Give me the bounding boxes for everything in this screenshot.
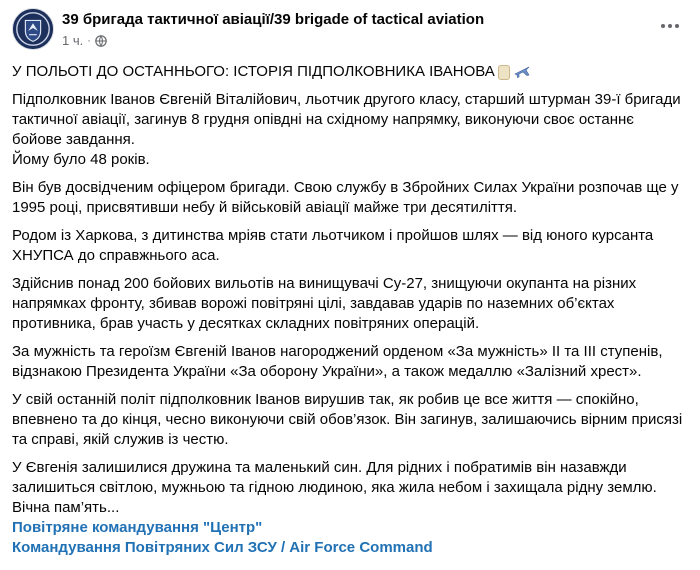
- post-line: 1995 році, присвятивши небу й військовій авіації майже три десятиліття.: [12, 199, 518, 216]
- post-header: [12, 8, 688, 52]
- post-line: За мужність та героїзм Євгеній Іванов нагороджений орденом «За мужність» ІІ та ІІІ ступенів,: [12, 343, 663, 360]
- post-paragraph-7: [12, 458, 696, 518]
- post-paragraph-2: [12, 178, 696, 218]
- brigade-emblem-icon: [13, 9, 53, 49]
- post-line: У свій останній політ підполковник Іванов вирушив так, як робив це все життя — спокійно,: [12, 391, 639, 408]
- page-name-link[interactable]: 39 бригада тактичної авіації/39 brigade of tactical aviation: [62, 11, 485, 28]
- post-line: бойове завдання.: [12, 131, 135, 148]
- post-line: У Євгенія залишилися дружина та маленький син. Для рідних і побратимів він назавжди: [12, 459, 627, 476]
- post-line: напрямках фронту, збивав ворожі повітряні цілі, завдавав ударів по наземних об’єктах: [12, 295, 615, 312]
- post-paragraph-5: [12, 342, 696, 382]
- post-paragraph-4: [12, 274, 696, 334]
- post-line: та справі, якій служив із честю.: [12, 431, 229, 448]
- more-options-icon[interactable]: [656, 14, 684, 38]
- post-line: Вічна пам’ять...: [12, 499, 120, 516]
- post-paragraph-3: [12, 226, 696, 266]
- post-line: Родом із Харкова, з дитинства мріяв стати льотчиком і пройшов шлях — від юного курсанта: [12, 227, 654, 244]
- post-title: У ПОЛЬОТІ ДО ОСТАННЬОГО: ІСТОРІЯ ПІДПОЛКОВНИКА ІВАНОВА: [12, 63, 495, 80]
- post-body: [12, 62, 696, 526]
- post-paragraph-6: [12, 390, 696, 450]
- post-title-line: [12, 62, 696, 82]
- mention-link-air-command-center[interactable]: Повітряне командування "Центр": [12, 519, 263, 536]
- post-paragraph-1: [12, 90, 696, 170]
- scroll-icon: [498, 65, 510, 80]
- post-mentions: [12, 518, 433, 558]
- airplane-icon: [513, 64, 531, 80]
- post-line: Йому було 48 років.: [12, 151, 150, 168]
- post-line: ХНУПСА до справжнього аса.: [12, 247, 220, 264]
- post-line: тактичної авіації, загинув 8 грудня опівдні на східному напрямку, виконуючи своє останнє: [12, 111, 634, 128]
- post-line: противника, брав участь у десятках складних повітряних операцій.: [12, 315, 480, 332]
- post-line: залишиться світлою, мужньою та гідною людиною, яка жила небом і захищала рідну землю.: [12, 479, 657, 496]
- post-meta: [62, 33, 107, 48]
- post-line: впевнено та до кінця, чесно виконуючи свій обов’язок. Він загинув, залишаючись вірним присязі: [12, 411, 683, 428]
- post-line: Він був досвідченим офіцером бригади. Свою службу в Збройних Силах України розпочав ще у: [12, 179, 679, 196]
- globe-icon[interactable]: [95, 35, 107, 47]
- post-line: Здійснив понад 200 бойових вильотів на винищувачі Су-27, знищуючи окупанта на різних: [12, 275, 637, 292]
- post-line: Підполковник Іванов Євгеній Віталійович, льотчик другого класу, старший штурман 39-ї бригади: [12, 91, 681, 108]
- post-line: відзнакою Президента України «За оборону України», а також медаллю «Залізний хрест».: [12, 363, 642, 380]
- page-avatar[interactable]: [12, 8, 54, 50]
- mention-link-air-force-command[interactable]: Командування Повітряних Сил ЗСУ / Air Force Command: [12, 539, 433, 556]
- meta-separator: ·: [87, 34, 91, 47]
- post-timestamp[interactable]: 1 ч.: [62, 33, 84, 48]
